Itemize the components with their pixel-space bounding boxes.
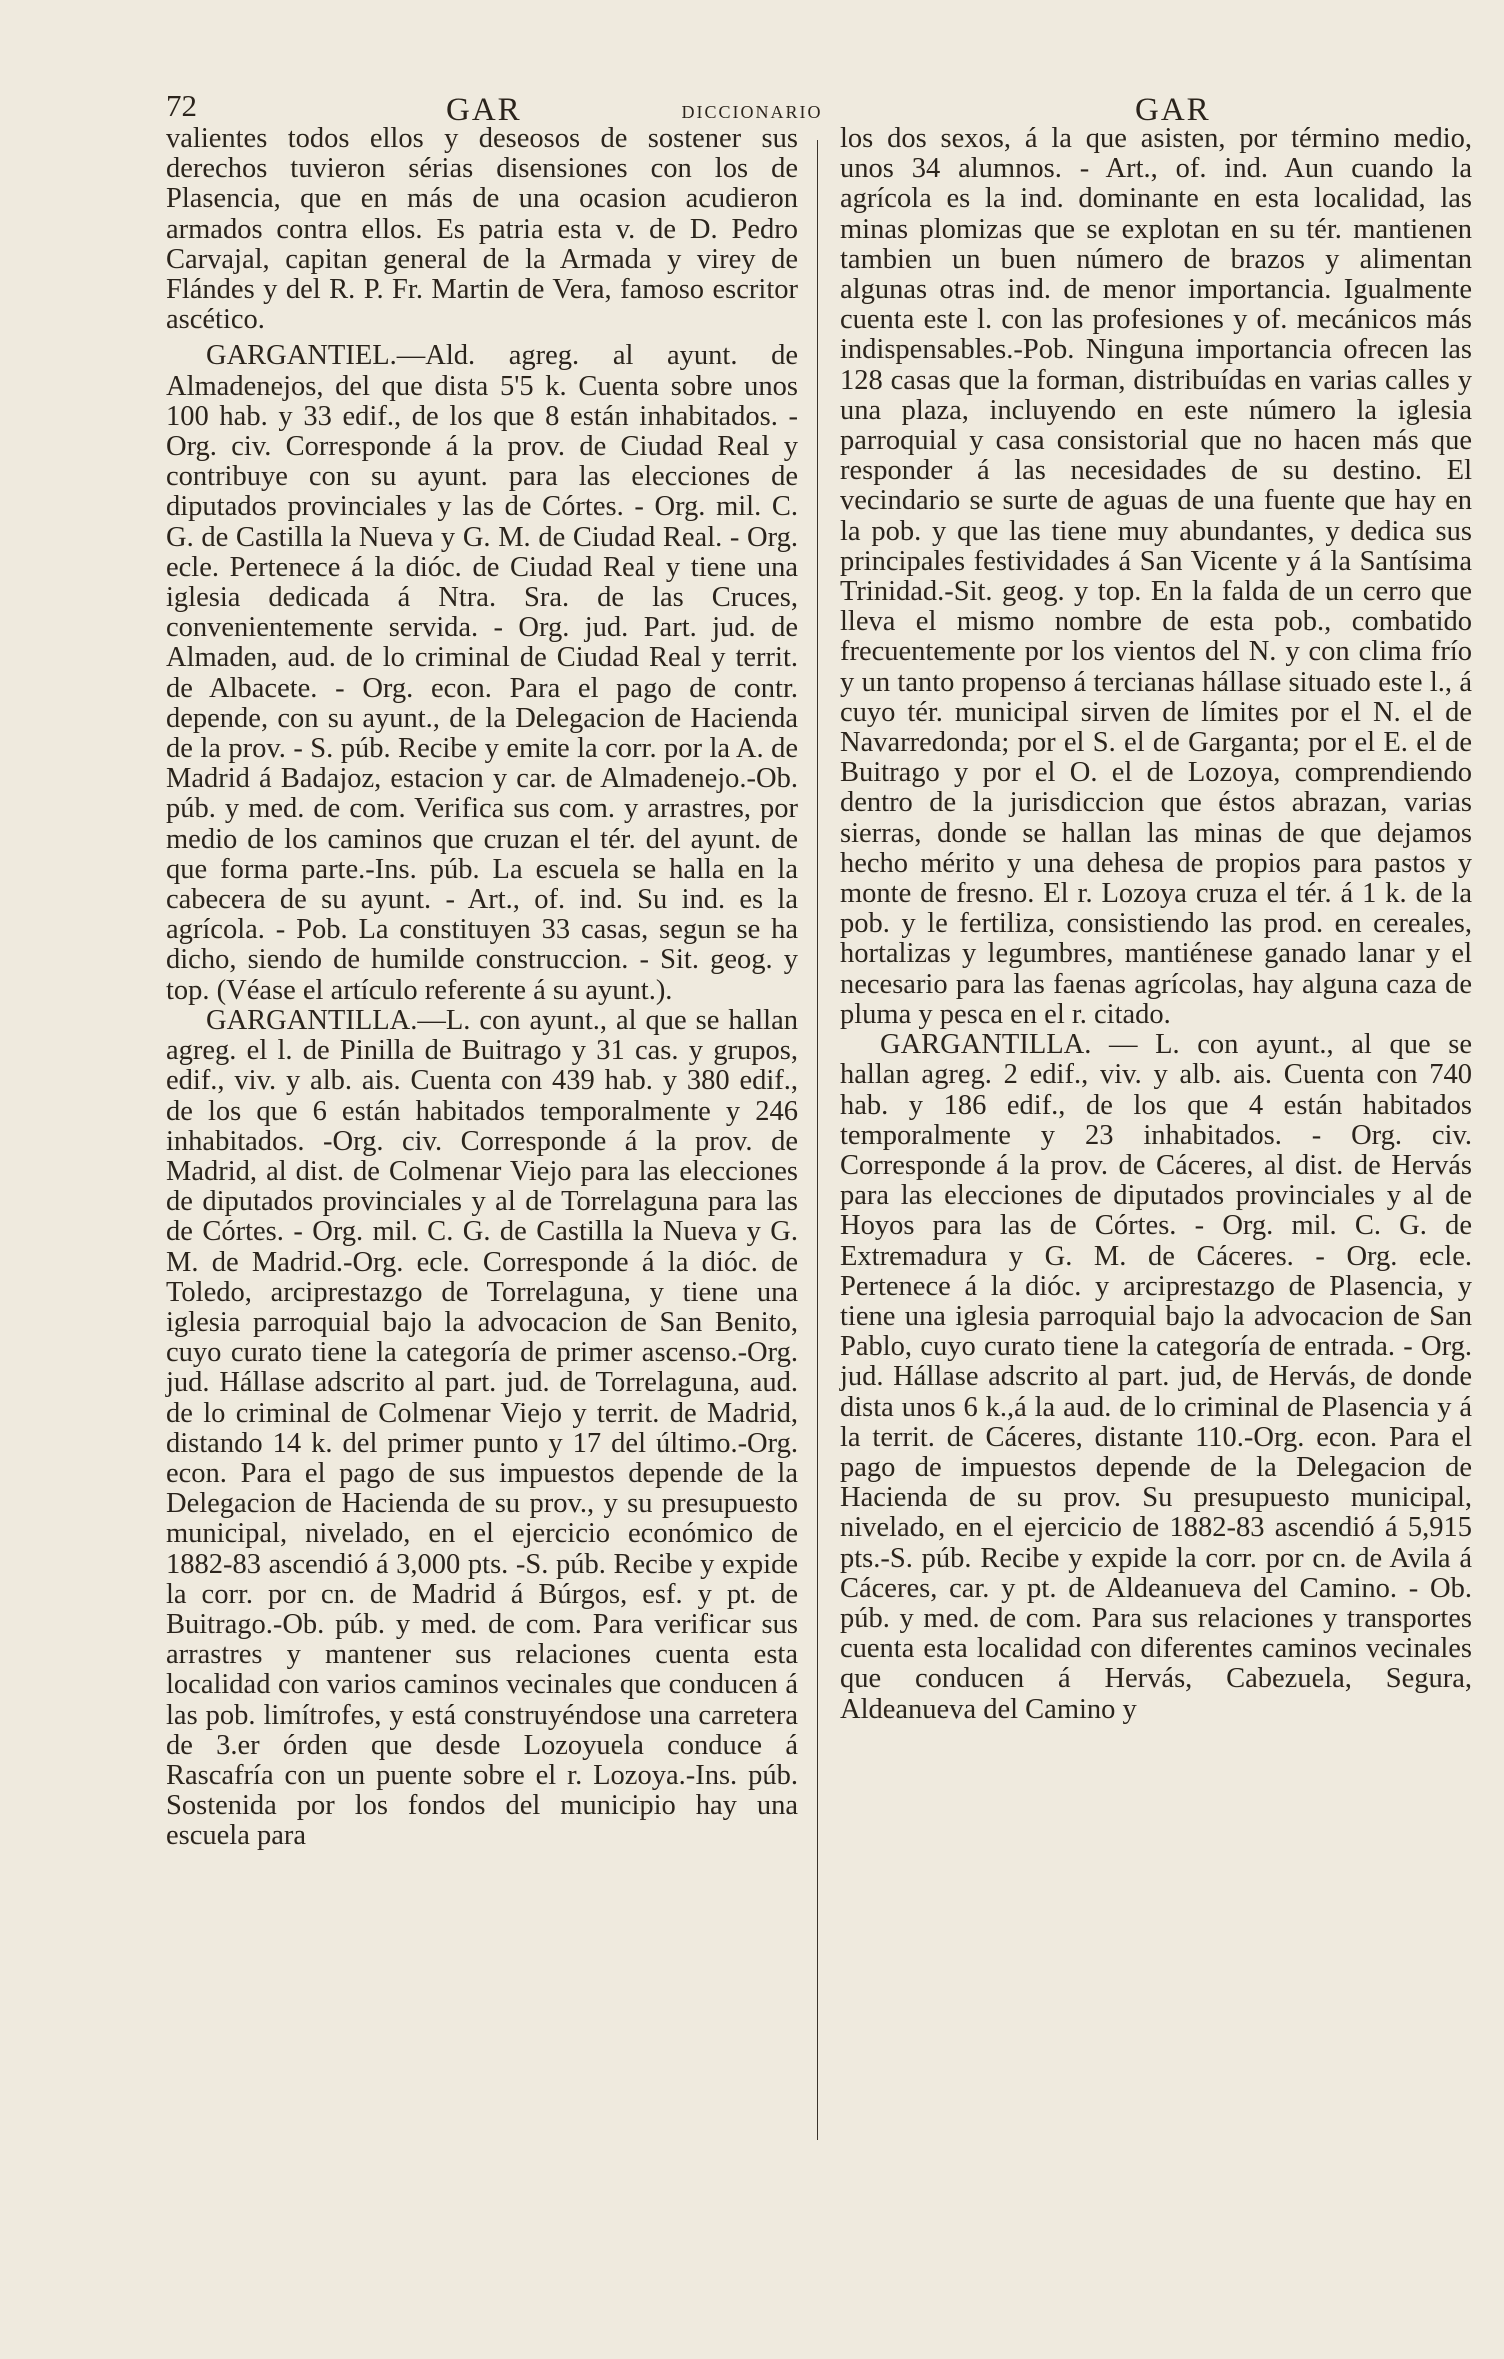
previous-entry-fragment: valientes todos ellos y deseosos de sostener sus derechos tuvieron sérias disensiones con los de Plasencia, que en más de una ocasion acudieron armados contra ellos. Es patria esta v. de D. Pedro Carvajal, capitan general de la Armada y virey de Flándes y del R. P. Fr. Martin de Vera, famoso escritor ascético. — [166, 123, 798, 336]
left-column — [166, 124, 798, 1852]
running-head-right: GAR — [1135, 92, 1211, 128]
running-head-left: GAR — [446, 92, 522, 128]
page-number: 72 — [166, 88, 197, 123]
entry-gargantiel: GARGANTIEL.—Ald. agreg. al ayunt. de Almadenejos, del que dista 5'5 k. Cuenta sobre unos 100 hab. y 33 edif., de los que 8 están inhabitados. - Org. civ. Corresponde á la prov. de Ciudad Real y contribuye con su ayunt. para las elecciones de diputados provinciales y las de Córtes. - Org. mil. C. G. de Castilla la Nueva y G. M. de Ciudad Real. - Org. ecle. Pertenece á la dióc. de Ciudad Real y tiene una iglesia dedicada á Ntra. Sra. de las Cruces, convenientemente servida. - Org. jud. Part. jud. de Almaden, aud. de lo criminal de Ciudad Real y territ. de Albacete. - Org. econ. Para el pago de contr. depende, con su ayunt., de la Delegacion de Hacienda de la prov. - S. púb. Recibe y emite la corr. por la A. de Madrid á Badajoz, estacion y car. de Almadenejo.-Ob. púb. y med. de com. Verifica sus com. y arrastres, por medio de los caminos que cruzan el tér. del ayunt. de que forma parte.-Ins. púb. La escuela se halla en la cabecera de su ayunt. - Art., of. ind. Su ind. es la agrícola. - Pob. La constituyen 33 casas, segun se ha dicho, siendo de humilde construccion. - Sit. geog. y top. (Véase el artículo referente á su ayunt.). — [166, 340, 798, 1006]
column-divider — [817, 140, 818, 2140]
running-head-center: DICCIONARIO — [681, 102, 823, 122]
entry-continuation: los dos sexos, á la que asisten, por término medio, unos 34 alumnos. - Art., of. ind. Aun cuando la agrícola es la ind. dominante en esta localidad, las minas plomizas que se explotan en su tér. mantienen tambien un buen número de brazos y alimentan algunas otras ind. de menor importancia. Igualmente cuenta este l. con las profesiones y of. mecánicos más indispensables.-Pob. Ninguna importancia ofrecen las 128 casas que la forman, distribuídas en varias calles y una plaza, incluyendo en este número la iglesia parroquial y casa consistorial que no hacen más que responder á las necesidades de su destino. El vecindario se surte de aguas de una fuente que hay en la pob. y que las tiene muy abundantes, y dedica sus principales festividades á San Vicente y á la Santísima Trinidad.-Sit. geog. y top. En la falda de un cerro que lleva el mismo nombre de esta pob., combatido frecuentemente por los vientos del N. y con clima frío y un tanto propenso á tercianas hállase situado este l., á cuyo tér. municipal sirven de límites por el N. el de Navarredonda; por el S. el de Garganta; por el E. el de Buitrago y por el O. el de Lozoya, comprendiendo dentro de la jurisdiccion que éstos abrazan, varias sierras, donde se hallan las minas de que dejamos hecho mérito y una dehesa de propios para pastos y monte de fresno. El r. Lozoya cruza el tér. á 1 k. de la pob. y le fertiliza, consistiendo las prod. en cereales, hortalizas y legumbres, mantiénese ganado lanar y el necesario para las faenas agrícolas, hay alguna caza de pluma y pesca en el r. citado. — [840, 123, 1472, 1030]
right-column — [840, 124, 1472, 1725]
entry-gargantilla-caceres: GARGANTILLA. — L. con ayunt., al que se hallan agreg. 2 edif., viv. y alb. ais. Cuenta con 740 hab. y 186 edif., de los que 4 están habitados temporalmente y 23 inhabitados. - Org. civ. Corresponde á la prov. de Cáceres, al dist. de Hervás para las elecciones de diputados provinciales y al de Hoyos para las de Córtes. - Org. mil. C. G. de Extremadura y G. M. de Cáceres. - Org. ecle. Pertenece á la dióc. y arciprestazgo de Plasencia, y tiene una iglesia parroquial bajo la advocacion de San Pablo, cuyo curato tiene la categoría de entrada. - Org. jud. Hállase adscrito al part. jud, de Hervás, de donde dista unos 6 k.,á la aud. de lo criminal de Plasencia y á la territ. de Cáceres, distante 110.-Org. econ. Para el pago de impuestos depende de la Delegacion de Hacienda de su prov. Su presupuesto municipal, nivelado, en el ejercicio de 1882-83 ascendió á 5,915 pts.-S. púb. Recibe y expide la corr. por cn. de Avila á Cáceres, car. y pt. de Aldeanueva del Camino. - Ob. púb. y med. de com. Para sus relaciones y transportes cuenta esta localidad con diferentes caminos vecinales que conducen á Hervás, Cabezuela, Segura, Aldeanueva del Camino y — [840, 1029, 1472, 1725]
entry-gargantilla-madrid: GARGANTILLA.—L. con ayunt., al que se hallan agreg. el l. de Pinilla de Buitrago y 31 cas. y grupos, edif., viv. y alb. ais. Cuenta con 439 hab. y 380 edif., de los que 6 están habitados temporalmente y 246 inhabitados. -Org. civ. Corresponde á la prov. de Madrid, al dist. de Colmenar Viejo para las elecciones de diputados provinciales y al de Torrelaguna para las de Córtes. - Org. mil. C. G. de Castilla la Nueva y G. M. de Madrid.-Org. ecle. Corresponde á la dióc. de Toledo, arciprestazgo de Torrelaguna, y tiene una iglesia parroquial bajo la advocacion de San Benito, cuyo curato tiene la categoría de primer ascenso.-Org. jud. Hállase adscrito al part. jud. de Torrelaguna, aud. de lo criminal de Colmenar Viejo y territ. de Madrid, distando 14 k. del primer punto y 17 del último.-Org. econ. Para el pago de sus impuestos depende de la Delegacion de Hacienda de su prov., y su presupuesto municipal, nivelado, en el ejercicio económico de 1882-83 ascendió á 3,000 pts. -S. púb. Recibe y expide la corr. por cn. de Madrid á Búrgos, esf. y pt. de Buitrago.-Ob. púb. y med. de com. Para verificar sus arrastres y mantener sus relaciones cuenta esta localidad con varios caminos vecinales que conducen á las pob. limítrofes, y está construyéndose una carretera de 3.er órden que desde Lozoyuela conduce á Rascafría con un puente sobre el r. Lozoya.-Ins. púb. Sostenida por los fondos del municipio hay una escuela para — [166, 1004, 798, 1852]
